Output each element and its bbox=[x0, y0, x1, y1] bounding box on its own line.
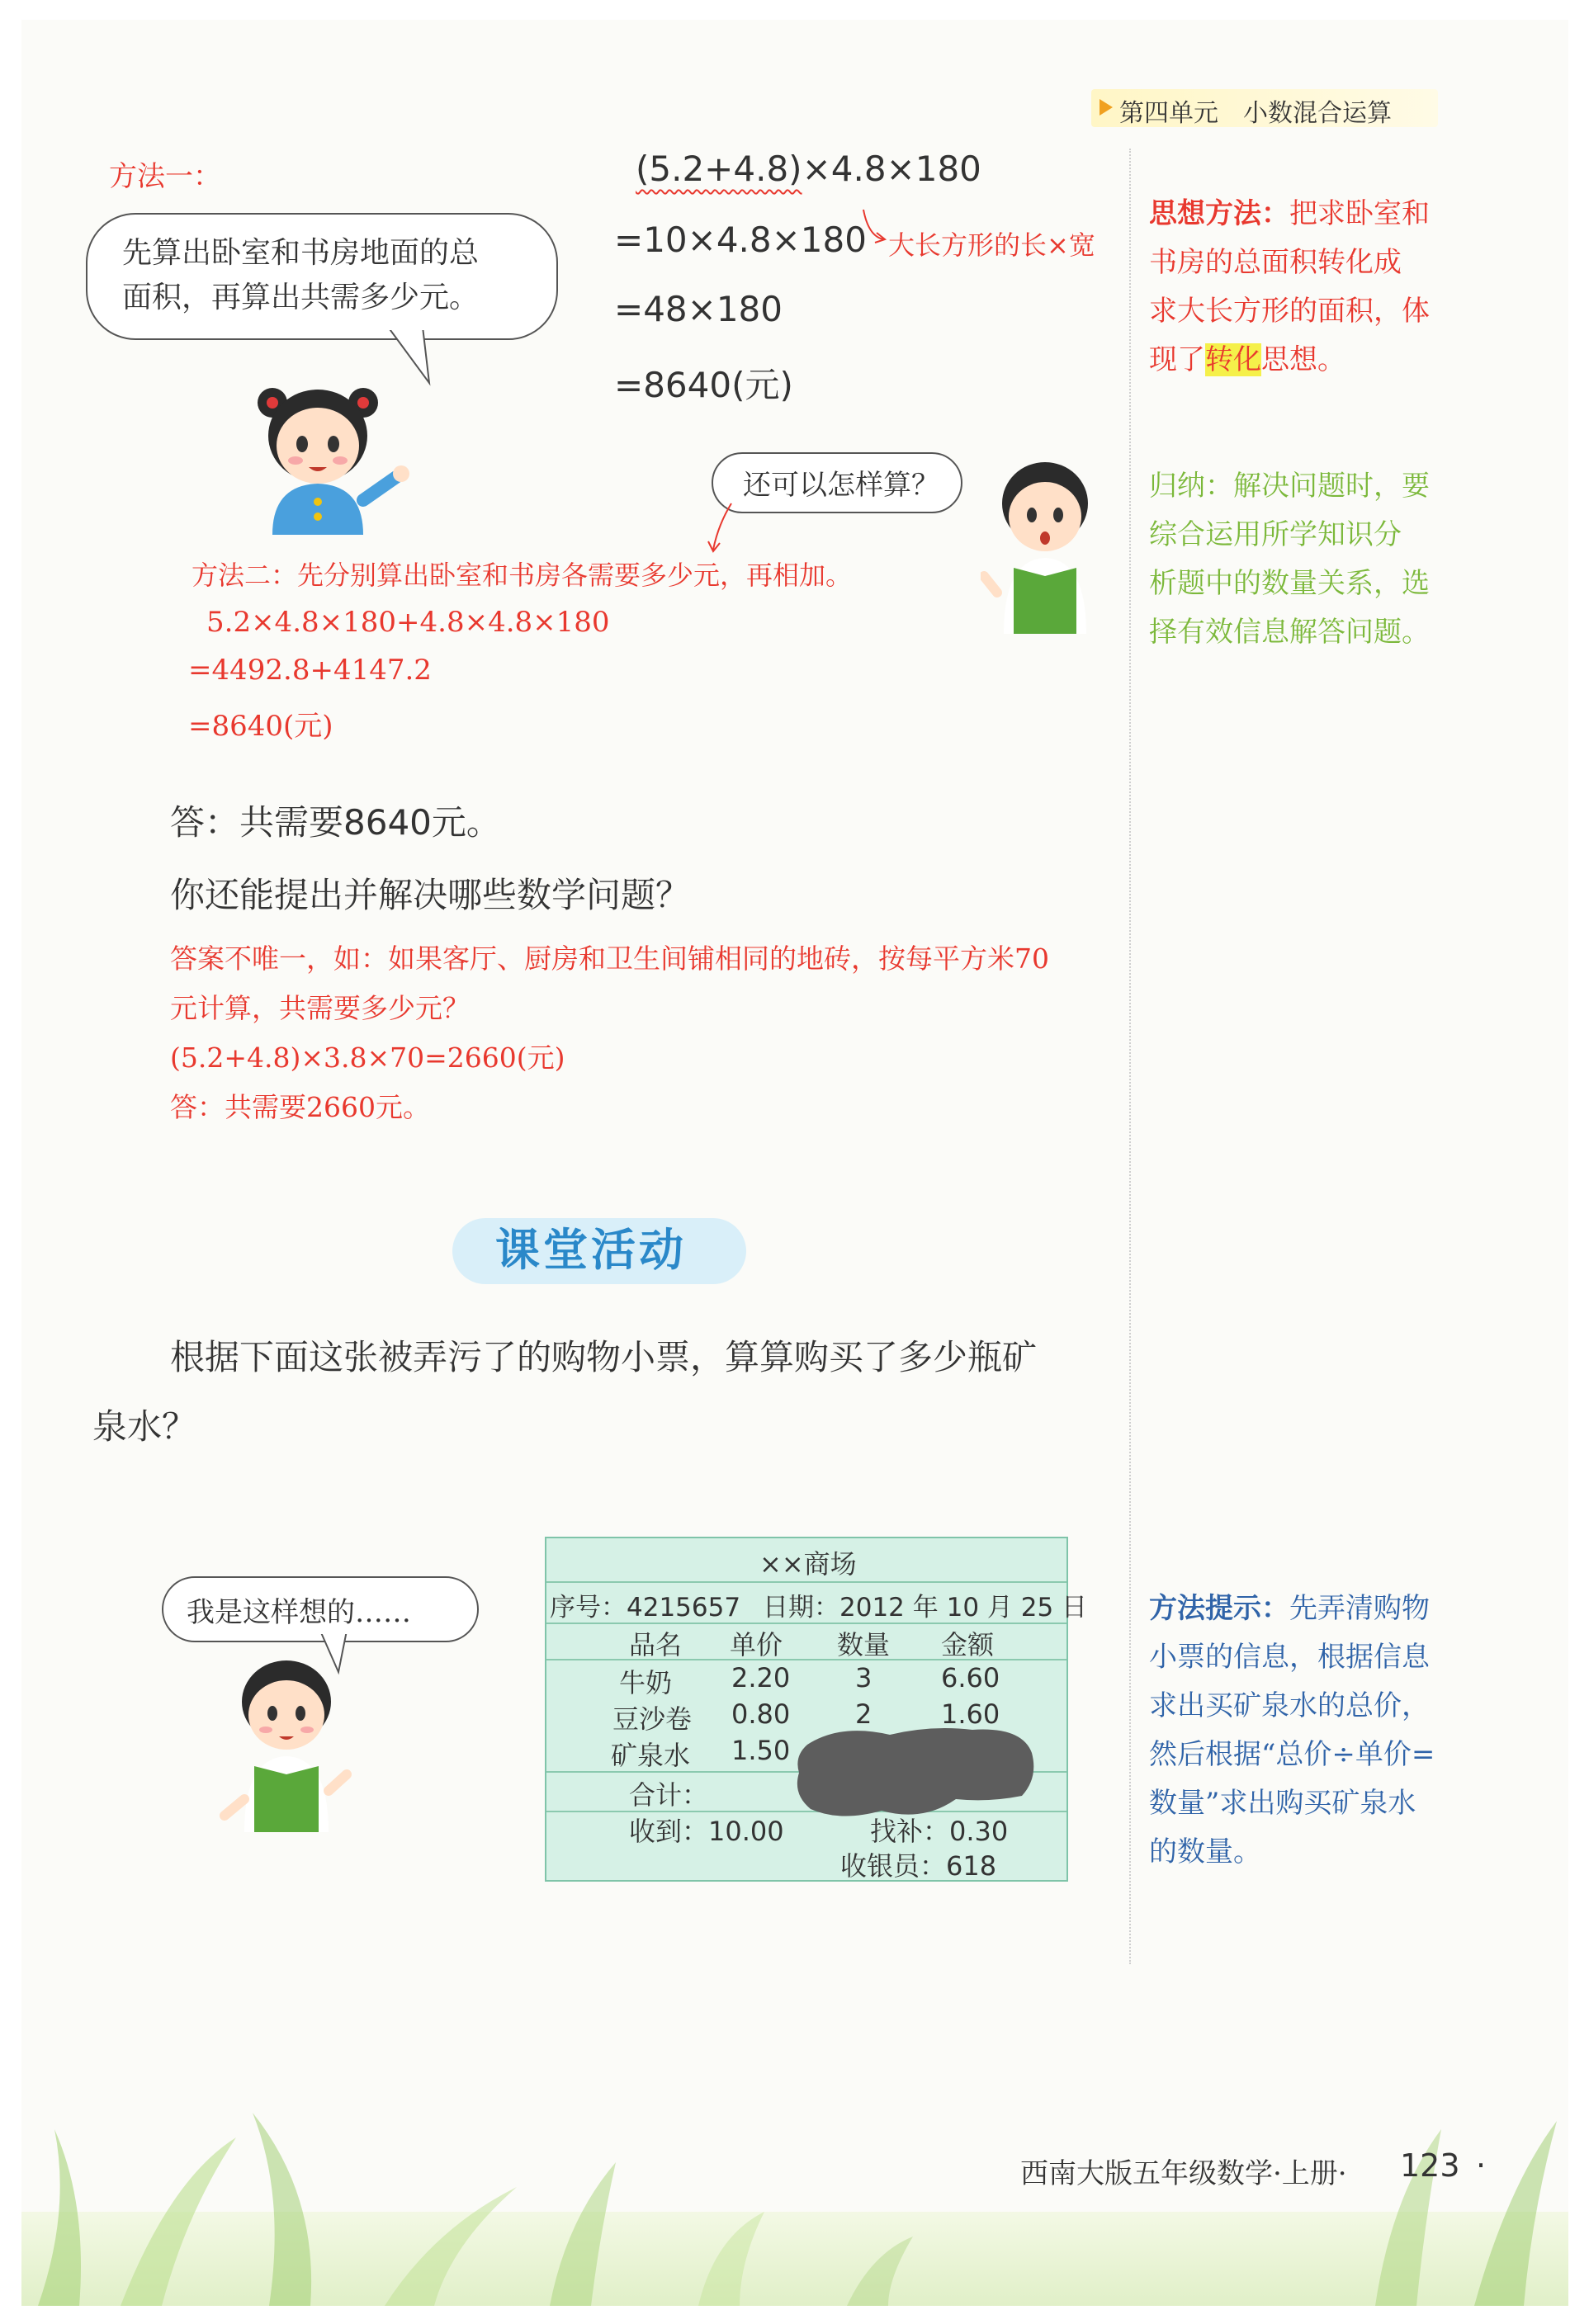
method1-step2: =10×4.8×180 bbox=[614, 220, 867, 260]
receipt-row-name: 矿泉水 bbox=[611, 1740, 691, 1771]
answer-text: 答：共需要8640元。 bbox=[170, 802, 501, 843]
thinking-end: 思想。 bbox=[1261, 343, 1345, 376]
receipt-cashier: 收银员：618 bbox=[840, 1850, 997, 1882]
receipt-row-qty: 2 bbox=[855, 1698, 873, 1730]
summary-note bbox=[1149, 462, 1430, 657]
girl-bubble-line-1: 先算出卧室和书房地面的总 bbox=[122, 236, 480, 270]
summary-line: 择有效信息解答问题。 bbox=[1149, 616, 1430, 649]
boy-illustration bbox=[981, 452, 1113, 634]
summary-line: 综合运用所学知识分 bbox=[1149, 518, 1402, 551]
boy2-bubble-text: 我是这样想的…… bbox=[187, 1596, 411, 1629]
play-triangle-icon bbox=[1100, 99, 1113, 116]
tip-line: 先弄清购物 bbox=[1289, 1592, 1430, 1625]
receipt-row-price: 1.50 bbox=[731, 1735, 791, 1766]
thinking-line: 求大长方形的面积，体 bbox=[1149, 295, 1430, 328]
sidebar-divider bbox=[1129, 149, 1131, 1964]
extra-answer-line-3: (5.2+4.8)×3.8×70=2660(元) bbox=[170, 1042, 565, 1074]
summary-label: 归纳： bbox=[1149, 470, 1233, 503]
unit-title: 第四单元 小数混合运算 bbox=[1119, 99, 1392, 128]
receipt-row-amount: 6.60 bbox=[941, 1662, 1000, 1693]
method1-note: 大长方形的长×宽 bbox=[888, 229, 1095, 261]
activity-title: 课堂活动 bbox=[495, 1224, 687, 1276]
grass-decoration bbox=[21, 2113, 1568, 2306]
receipt-header-price: 单价 bbox=[730, 1629, 783, 1660]
tip-line: 求出买矿泉水的总价， bbox=[1149, 1689, 1430, 1722]
tip-label: 方法提示： bbox=[1149, 1592, 1289, 1625]
footer-dot: · bbox=[1476, 2147, 1487, 2184]
receipt-header-qty: 数量 bbox=[837, 1629, 891, 1660]
method1-step3: =48×180 bbox=[614, 289, 783, 329]
receipt-row-amount: 1.60 bbox=[941, 1698, 1000, 1730]
receipt-row-price: 0.80 bbox=[731, 1698, 791, 1730]
method1-expression bbox=[636, 149, 981, 189]
boy-bubble-arrow bbox=[702, 500, 751, 558]
question-text: 你还能提出并解决哪些数学问题？ bbox=[170, 875, 691, 915]
receipt-change: 找补：0.30 bbox=[870, 1816, 1009, 1847]
receipt-row-price: 2.20 bbox=[731, 1662, 791, 1693]
thinking-line: 书房的总面积转化成 bbox=[1149, 246, 1402, 279]
activity-prompt-line-1: 根据下面这张被弄污了的购物小票，算算购买了多少瓶矿 bbox=[170, 1337, 1038, 1377]
dirt-stain bbox=[791, 1720, 1038, 1827]
method2-label: 方法二：先分别算出卧室和书房各需要多少元，再相加。 bbox=[192, 560, 853, 591]
receipt-received: 收到：10.00 bbox=[629, 1816, 784, 1847]
tip-line: 数量”求出购买矿泉水 bbox=[1149, 1787, 1416, 1820]
method1-label: 方法一： bbox=[109, 160, 221, 193]
thinking-label: 思想方法： bbox=[1149, 197, 1289, 230]
activity-prompt-line-2: 泉水？ bbox=[92, 1406, 197, 1447]
boy-bubble-text: 还可以怎样算？ bbox=[743, 469, 939, 502]
method2-line-1: 5.2×4.8×180+4.8×4.8×180 bbox=[206, 606, 610, 639]
tip-line: 小票的信息，根据信息 bbox=[1149, 1641, 1430, 1674]
method1-step4: =8640(元) bbox=[614, 365, 793, 405]
method2-line-2: =4492.8+4147.2 bbox=[188, 654, 432, 687]
thinking-highlight: 转化 bbox=[1205, 343, 1261, 376]
receipt-header-amount: 金额 bbox=[941, 1629, 995, 1660]
receipt-date: 日期：2012 年 10 月 25 日 bbox=[763, 1593, 1088, 1623]
footer-book-title: 西南大版五年级数学·上册· bbox=[1020, 2157, 1347, 2190]
activity-title-badge bbox=[452, 1207, 746, 1287]
receipt-serial: 序号：4215657 bbox=[550, 1593, 741, 1623]
tip-line: 然后根据“总价÷单价= bbox=[1149, 1738, 1435, 1771]
receipt-header-name: 品名 bbox=[629, 1629, 683, 1660]
summary-line: 析题中的数量关系，选 bbox=[1149, 567, 1430, 600]
method2-line-3: =8640(元) bbox=[188, 710, 333, 743]
receipt-divider bbox=[546, 1581, 1066, 1583]
shopping-receipt bbox=[545, 1537, 1088, 1882]
girl-bubble-text bbox=[122, 231, 479, 320]
receipt-row-qty: 3 bbox=[855, 1662, 873, 1693]
expression-rest: ×4.8×180 bbox=[802, 149, 981, 189]
note-arrow bbox=[858, 206, 891, 248]
receipt-row-name: 牛奶 bbox=[619, 1667, 673, 1698]
girl-illustration bbox=[239, 370, 421, 535]
receipt-total-label: 合计： bbox=[629, 1779, 709, 1811]
receipt-row-name: 豆沙卷 bbox=[612, 1703, 693, 1735]
unit-header bbox=[1091, 89, 1438, 127]
boy2-illustration bbox=[216, 1651, 357, 1832]
summary-line: 解决问题时，要 bbox=[1233, 470, 1430, 503]
extra-answer-line-1: 答案不唯一，如：如果客厅、厨房和卫生间铺相同的地砖，按每平方米70 bbox=[170, 942, 1049, 975]
extra-answer-line-4: 答：共需要2660元。 bbox=[170, 1091, 430, 1123]
method-tip-note bbox=[1149, 1585, 1435, 1877]
thinking-line: 把求卧室和 bbox=[1289, 197, 1430, 230]
thinking-method-note bbox=[1149, 190, 1430, 385]
receipt-store: ××商场 bbox=[759, 1548, 857, 1580]
girl-bubble-line-2: 面积，再算出共需多少元。 bbox=[122, 281, 480, 314]
extra-answer-line-2: 元计算，共需要多少元？ bbox=[170, 992, 470, 1024]
thinking-line: 现了 bbox=[1149, 343, 1205, 376]
page-number: 123 bbox=[1400, 2147, 1460, 2184]
expression-underlined-part: (5.2+4.8) bbox=[636, 149, 802, 189]
tip-line: 的数量。 bbox=[1149, 1835, 1261, 1868]
receipt-divider bbox=[546, 1659, 1066, 1660]
